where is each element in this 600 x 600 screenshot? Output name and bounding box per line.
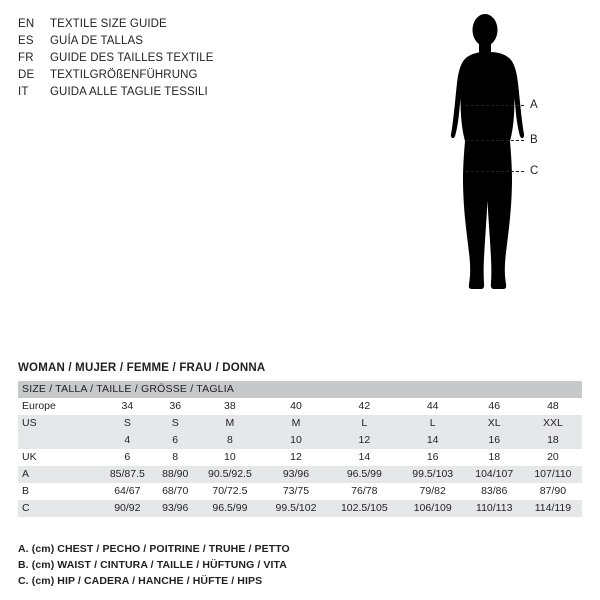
cell: 4 <box>100 432 155 449</box>
cell: 44 <box>401 398 465 415</box>
section-title-woman: WOMAN / MUJER / FEMME / FRAU / DONNA <box>18 362 266 374</box>
cell: 12 <box>328 432 401 449</box>
silhouette-icon <box>430 8 590 368</box>
marker-a-letter: A <box>530 99 538 111</box>
row-label-us-numeric <box>18 432 100 449</box>
language-code-fr: FR <box>18 52 34 64</box>
footnote-b: B. (cm) WAIST / CINTURA / TAILLE / HÜFTUNG / VITA <box>18 559 287 571</box>
cell: S <box>155 415 196 432</box>
marker-a <box>466 100 586 112</box>
table-row <box>18 449 582 466</box>
cell: 114/119 <box>524 500 582 517</box>
cell: 64/67 <box>100 483 155 500</box>
footnotes <box>18 541 290 589</box>
cell: 90/92 <box>100 500 155 517</box>
row-label-europe: Europe <box>18 398 100 415</box>
cell: 14 <box>401 432 465 449</box>
cell: 12 <box>264 449 328 466</box>
row-label-us: US <box>18 415 100 432</box>
cell: 18 <box>465 449 524 466</box>
language-text-es: GUÍA DE TALLAS <box>50 35 144 47</box>
cell: 96.5/99 <box>328 466 401 483</box>
cell: 110/113 <box>465 500 524 517</box>
marker-b-line <box>466 140 524 141</box>
language-code-de: DE <box>18 69 35 81</box>
table-row <box>18 500 582 517</box>
language-code-es: ES <box>18 35 34 47</box>
cell: 48 <box>524 398 582 415</box>
marker-b-letter: B <box>530 134 538 146</box>
cell: 93/96 <box>264 466 328 483</box>
row-label-uk: UK <box>18 449 100 466</box>
cell: XL <box>465 415 524 432</box>
language-row-en <box>18 16 318 33</box>
language-row-es <box>18 33 318 50</box>
table-row <box>18 398 582 415</box>
marker-c-letter: C <box>530 165 539 177</box>
marker-c-line <box>466 171 524 172</box>
table-row <box>18 415 582 432</box>
cell: 87/90 <box>524 483 582 500</box>
cell: 6 <box>100 449 155 466</box>
cell: 38 <box>196 398 264 415</box>
cell: 16 <box>465 432 524 449</box>
cell: 10 <box>264 432 328 449</box>
cell: 70/72.5 <box>196 483 264 500</box>
language-text-fr: GUIDE DES TAILLES TEXTILE <box>50 52 214 64</box>
cell: 79/82 <box>401 483 465 500</box>
table-header-row <box>18 381 582 398</box>
size-table <box>18 381 582 517</box>
cell: 99.5/103 <box>401 466 465 483</box>
language-row-fr <box>18 50 318 67</box>
cell: 16 <box>401 449 465 466</box>
cell: 76/78 <box>328 483 401 500</box>
language-text-de: TEXTILGRÖßENFÜHRUNG <box>50 69 198 81</box>
female-silhouette-figure <box>430 8 590 368</box>
language-text-en: TEXTILE SIZE GUIDE <box>50 18 167 30</box>
cell: M <box>264 415 328 432</box>
cell: 90.5/92.5 <box>196 466 264 483</box>
cell: L <box>401 415 465 432</box>
language-code-it: IT <box>18 86 29 98</box>
table-row <box>18 432 582 449</box>
cell: S <box>100 415 155 432</box>
cell: 10 <box>196 449 264 466</box>
cell: XXL <box>524 415 582 432</box>
language-row-it <box>18 84 318 101</box>
cell: 99.5/102 <box>264 500 328 517</box>
row-label-b: B <box>18 483 100 500</box>
cell: 68/70 <box>155 483 196 500</box>
language-list <box>18 16 318 101</box>
cell: 88/90 <box>155 466 196 483</box>
cell: 46 <box>465 398 524 415</box>
cell: 93/96 <box>155 500 196 517</box>
cell: 40 <box>264 398 328 415</box>
marker-c <box>466 166 586 178</box>
language-code-en: EN <box>18 18 35 30</box>
cell: 96.5/99 <box>196 500 264 517</box>
cell: 18 <box>524 432 582 449</box>
row-label-c: C <box>18 500 100 517</box>
language-row-de <box>18 67 318 84</box>
cell: 107/110 <box>524 466 582 483</box>
cell: 104/107 <box>465 466 524 483</box>
cell: 20 <box>524 449 582 466</box>
cell: 34 <box>100 398 155 415</box>
cell: L <box>328 415 401 432</box>
cell: 14 <box>328 449 401 466</box>
cell: M <box>196 415 264 432</box>
cell: 102.5/105 <box>328 500 401 517</box>
cell: 6 <box>155 432 196 449</box>
cell: 85/87.5 <box>100 466 155 483</box>
cell: 42 <box>328 398 401 415</box>
footnote-c: C. (cm) HIP / CADERA / HANCHE / HÜFTE / HIPS <box>18 575 263 587</box>
cell: 83/86 <box>465 483 524 500</box>
table-row <box>18 466 582 483</box>
cell: 106/109 <box>401 500 465 517</box>
cell: 36 <box>155 398 196 415</box>
marker-a-line <box>466 105 524 106</box>
language-text-it: GUIDA ALLE TAGLIE TESSILI <box>50 86 208 98</box>
table-row <box>18 483 582 500</box>
row-label-a: A <box>18 466 100 483</box>
table-header-label: SIZE / TALLA / TAILLE / GRÖSSE / TAGLIA <box>18 381 582 398</box>
cell: 73/75 <box>264 483 328 500</box>
marker-b <box>466 135 586 147</box>
footnote-a: A. (cm) CHEST / PECHO / POITRINE / TRUHE / PETTO <box>18 543 290 555</box>
cell: 8 <box>155 449 196 466</box>
cell: 8 <box>196 432 264 449</box>
